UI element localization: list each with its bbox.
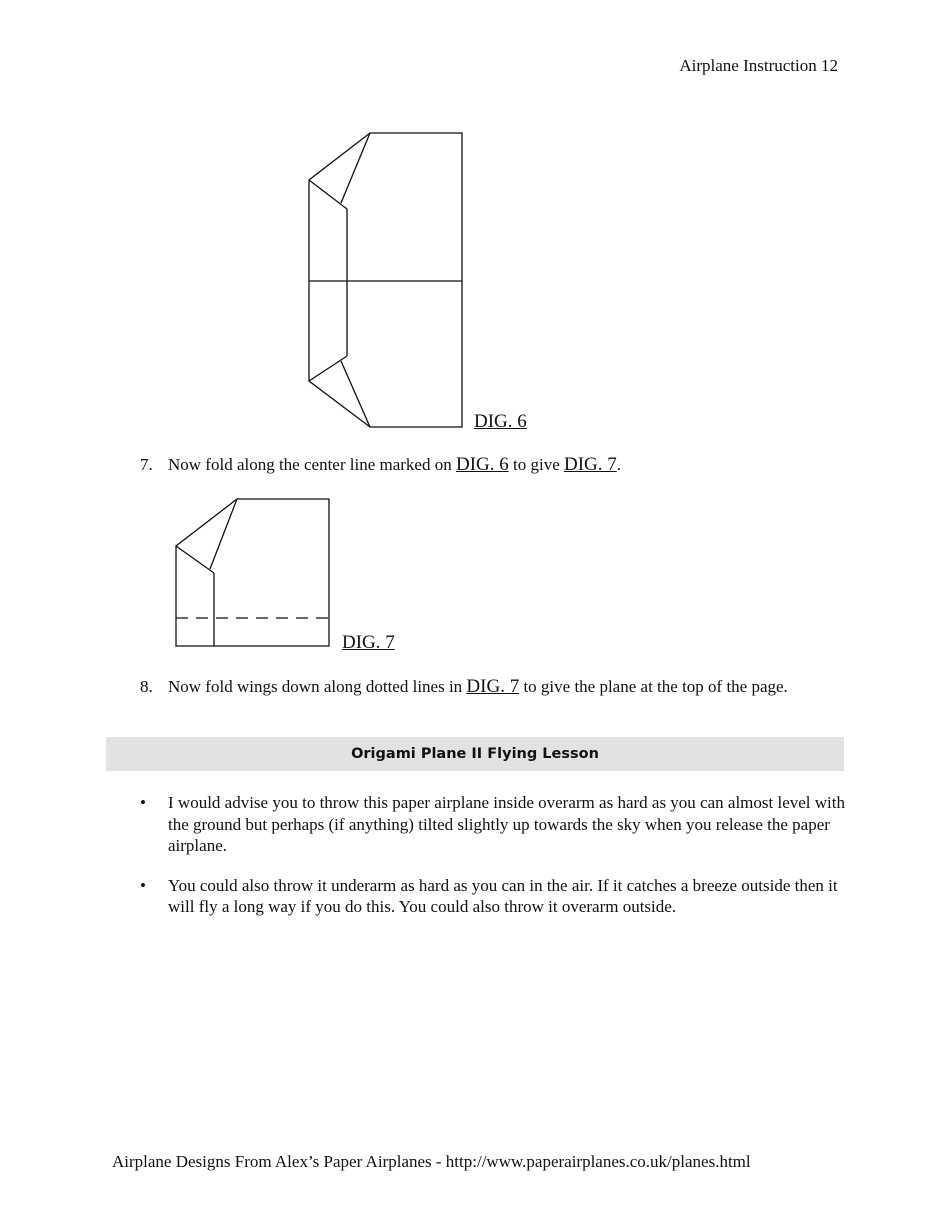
page-footer: Airplane Designs From Alex’s Paper Airplanes - http://www.paperairplanes.co.uk/planes.html bbox=[112, 1152, 751, 1171]
dig6-reference: DIG. 6 bbox=[455, 454, 509, 475]
list-item-text: You could also throw it underarm as hard as you can in the air. If it catches a breeze outside then it will fly a long way if you do this. You could also throw it overarm outside. bbox=[168, 875, 838, 916]
dig6-bottom-fold bbox=[341, 361, 370, 427]
dig7-reference: DIG. 7 bbox=[564, 454, 617, 475]
step-text-part: to give bbox=[508, 455, 564, 474]
dig7-top-flap bbox=[176, 546, 214, 573]
dig6-outline bbox=[309, 133, 462, 427]
step-text-part: to give the plane at the top of the page. bbox=[519, 677, 788, 696]
dig7-outline bbox=[176, 499, 329, 646]
step-text-part: Now fold wings down along dotted lines in bbox=[168, 677, 467, 696]
section-banner: Origami Plane II Flying Lesson bbox=[106, 737, 844, 771]
dig6-diagram bbox=[306, 131, 466, 431]
step-number: 7. bbox=[140, 455, 153, 474]
list-item bbox=[140, 875, 845, 918]
step-7 bbox=[140, 454, 840, 476]
dig7-diagram bbox=[173, 497, 333, 649]
bullet-icon: • bbox=[140, 793, 146, 812]
dig6-bottom-flap bbox=[309, 356, 347, 381]
step-text-part: Now fold along the center line marked on bbox=[168, 455, 456, 474]
bullet-icon: • bbox=[140, 875, 146, 895]
dig7-reference: DIG. 7 bbox=[466, 676, 520, 697]
dig6-top-flap bbox=[309, 180, 347, 209]
page-header: Airplane Instruction 12 bbox=[679, 56, 838, 75]
list-item-text: I would advise you to throw this paper airplane inside overarm as hard as you can almost level with the ground but perhaps (if anything) tilted slightly up towards the sky when you release the paper airplane. bbox=[168, 793, 845, 855]
step-number: 8. bbox=[140, 677, 153, 696]
step-text bbox=[168, 454, 840, 476]
dig7-label: DIG. 7 bbox=[342, 632, 395, 653]
step-text bbox=[168, 676, 840, 698]
dig6-label: DIG. 6 bbox=[474, 411, 527, 432]
flying-tips-list bbox=[140, 792, 845, 936]
step-text-part: . bbox=[616, 455, 622, 474]
step-8 bbox=[140, 676, 840, 698]
list-item bbox=[140, 792, 845, 857]
